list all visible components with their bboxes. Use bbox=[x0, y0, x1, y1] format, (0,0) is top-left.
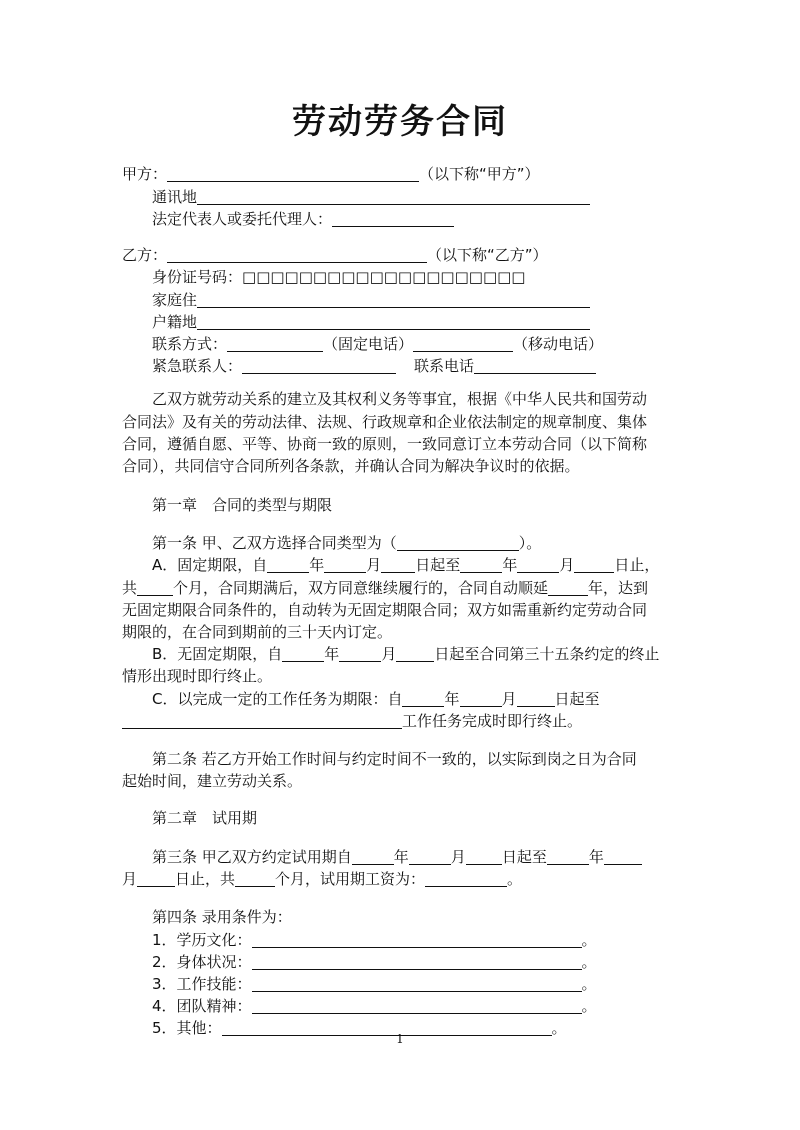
party-b-suffix: （以下称“乙方”） bbox=[427, 246, 548, 264]
month-label: 月 bbox=[366, 556, 382, 574]
option-a-renewal-text: 个月，合同期满后，双方同意继续履行的，合同自动顺延 bbox=[173, 579, 549, 597]
option-a-line-3: 无固定期限合同条件的，自动转为无固定期限合同；双方如需重新约定劳动合同 bbox=[122, 601, 648, 619]
option-b-line-2: 情形出现时即行终止。 bbox=[122, 667, 273, 685]
a-start-day-blank[interactable] bbox=[381, 556, 415, 573]
article-4-title: 第四条 录用条件为： bbox=[152, 908, 292, 926]
a-end-day-blank[interactable] bbox=[574, 556, 614, 573]
year-label: 年 bbox=[309, 556, 325, 574]
condition-education-line bbox=[152, 929, 597, 951]
party-b-hukou-blank[interactable] bbox=[197, 313, 590, 330]
condition-skills-blank[interactable] bbox=[252, 975, 582, 992]
a-months-blank[interactable] bbox=[137, 579, 173, 596]
emergency-contact-blank[interactable] bbox=[242, 357, 396, 374]
page-number: 1 bbox=[396, 1032, 404, 1046]
probation-start-day-blank[interactable] bbox=[466, 848, 502, 865]
article-1-line bbox=[152, 532, 541, 554]
year-label: 年 bbox=[324, 645, 340, 663]
emergency-phone-label: 联系电话 bbox=[414, 357, 475, 375]
condition-education-blank[interactable] bbox=[252, 931, 582, 948]
option-c-line-2 bbox=[122, 710, 582, 732]
probation-end-year-blank[interactable] bbox=[547, 848, 589, 865]
period-mark: 。 bbox=[581, 997, 597, 1015]
condition-health-blank[interactable] bbox=[252, 953, 582, 970]
chapter-2-heading: 第二章 试用期 bbox=[152, 809, 258, 827]
option-c-prefix: C．以完成一定的工作任务为期限：自 bbox=[152, 690, 403, 708]
party-b-contact-line bbox=[152, 333, 603, 355]
party-a-label: 甲方： bbox=[122, 165, 168, 183]
probation-wage-blank[interactable] bbox=[425, 870, 507, 887]
chapter-1-heading: 第一章 合同的类型与期限 bbox=[152, 496, 333, 514]
year-label: 年 bbox=[393, 848, 409, 866]
condition-teamwork-blank[interactable] bbox=[252, 997, 582, 1014]
a-start-year-blank[interactable] bbox=[267, 556, 309, 573]
c-start-year-blank[interactable] bbox=[402, 690, 444, 707]
party-b-label: 乙方： bbox=[122, 246, 168, 264]
day-from-label: 日起至 bbox=[415, 556, 461, 574]
article-3-prefix: 第三条 甲乙双方约定试用期自 bbox=[152, 848, 352, 866]
month-label: 月 bbox=[501, 690, 517, 708]
party-a-name-blank[interactable] bbox=[167, 165, 419, 182]
probation-start-month-blank[interactable] bbox=[409, 848, 451, 865]
a-end-year-blank[interactable] bbox=[460, 556, 502, 573]
year-label: 年 bbox=[444, 690, 460, 708]
condition-other-label: 5．其他： bbox=[152, 1019, 222, 1037]
c-task-blank[interactable] bbox=[122, 712, 402, 729]
intro-line-4: 合同），共同信守合同所列各条款，并确认合同为解决争议时的依据。 bbox=[122, 457, 580, 475]
b-start-year-blank[interactable] bbox=[282, 645, 324, 662]
party-a-address-blank[interactable] bbox=[197, 188, 590, 205]
intro-line-3: 合同，遵循自愿、平等、协商一致的原则，一致同意订立本劳动合同（以下简称 bbox=[122, 435, 648, 453]
a-end-month-blank[interactable] bbox=[517, 556, 559, 573]
month-label: 月 bbox=[450, 848, 466, 866]
a-start-month-blank[interactable] bbox=[324, 556, 366, 573]
option-a-renewal-end: 年，达到 bbox=[588, 579, 649, 597]
article-2-line-1: 第二条 若乙方开始工作时间与约定时间不一致的，以实际到岗之日为合同 bbox=[152, 750, 637, 768]
contract-type-blank[interactable] bbox=[397, 534, 519, 551]
party-b-home-line bbox=[152, 289, 590, 311]
option-b-line-1 bbox=[152, 643, 659, 665]
option-a-prefix: A．固定期限，自 bbox=[152, 556, 268, 574]
option-a-line-1 bbox=[152, 554, 659, 576]
period-mark: 。 bbox=[507, 870, 523, 888]
day-to-label: 日止， bbox=[614, 556, 660, 574]
party-b-contact-label: 联系方式： bbox=[152, 335, 228, 353]
party-b-name-blank[interactable] bbox=[167, 246, 427, 263]
intro-line-1: 乙双方就劳动关系的建立及其权利义务等事宜，根据《中华人民共和国劳动 bbox=[152, 390, 648, 408]
probation-end-day-blank[interactable] bbox=[137, 870, 175, 887]
condition-teamwork-line bbox=[152, 995, 597, 1017]
party-b-home-label: 家庭住 bbox=[152, 291, 198, 309]
party-a-address-line bbox=[152, 186, 590, 208]
party-a-line bbox=[122, 163, 540, 185]
month-label: 月 bbox=[122, 870, 138, 888]
month-label: 月 bbox=[381, 645, 397, 663]
b-start-month-blank[interactable] bbox=[339, 645, 381, 662]
probation-start-year-blank[interactable] bbox=[352, 848, 394, 865]
party-b-hukou-label: 户籍地 bbox=[152, 313, 198, 331]
day-from-label: 日起至 bbox=[501, 848, 547, 866]
option-a-line-2 bbox=[122, 577, 648, 599]
fixed-phone-blank[interactable] bbox=[227, 335, 323, 352]
party-b-hukou-line bbox=[152, 311, 590, 333]
intro-line-2: 合同法》及有关的劳动法律、法规、行政规章和企业依法制定的规章制度、集体 bbox=[122, 413, 648, 431]
probation-end-month-blank[interactable] bbox=[604, 848, 642, 865]
article-2-line-2: 起始时间，建立劳动关系。 bbox=[122, 772, 303, 790]
article-3-line-1 bbox=[152, 846, 642, 868]
fixed-phone-label: （固定电话） bbox=[323, 335, 414, 353]
party-b-home-blank[interactable] bbox=[197, 291, 590, 308]
party-a-rep-label: 法定代表人或委托代理人： bbox=[152, 210, 333, 228]
mobile-phone-blank[interactable] bbox=[413, 335, 513, 352]
period-mark: 。 bbox=[581, 931, 597, 949]
a-renewal-years-blank[interactable] bbox=[548, 579, 588, 596]
option-b-prefix: B．无固定期限，自 bbox=[152, 645, 283, 663]
b-start-day-blank[interactable] bbox=[396, 645, 434, 662]
mobile-phone-label: （移动电话） bbox=[513, 335, 604, 353]
condition-health-line bbox=[152, 951, 597, 973]
condition-teamwork-label: 4．团队精神： bbox=[152, 997, 252, 1015]
probation-wage-label: 个月，试用期工资为： bbox=[275, 870, 426, 888]
party-b-id-line bbox=[152, 266, 525, 288]
option-a-line-4: 期限的，在合同到期前的三十天内订定。 bbox=[122, 623, 393, 641]
party-a-suffix: （以下称“甲方”） bbox=[419, 165, 540, 183]
period-mark: 。 bbox=[581, 953, 597, 971]
c-start-day-blank[interactable] bbox=[517, 690, 555, 707]
year-label: 年 bbox=[588, 848, 604, 866]
condition-skills-label: 3．工作技能： bbox=[152, 975, 252, 993]
party-a-rep-blank[interactable] bbox=[332, 210, 454, 227]
article-1-end: ）。 bbox=[518, 534, 542, 552]
article-1-text: 第一条 甲、乙双方选择合同类型为（ bbox=[152, 534, 397, 552]
option-c-end-text: 工作任务完成时即行终止。 bbox=[402, 712, 583, 730]
option-a-total-label: 共 bbox=[122, 579, 138, 597]
emergency-phone-blank[interactable] bbox=[474, 357, 596, 374]
party-b-line bbox=[122, 244, 548, 266]
period-mark: 。 bbox=[551, 1019, 567, 1037]
period-mark: 。 bbox=[581, 975, 597, 993]
year-label: 年 bbox=[502, 556, 518, 574]
party-b-id-boxes[interactable]: □□□□□□□□□□□□□□□□□□□□ bbox=[242, 268, 526, 286]
option-b-suffix: 日起至合同第三十五条约定的终止 bbox=[434, 645, 660, 663]
option-c-suffix: 日起至 bbox=[554, 690, 600, 708]
party-b-id-label: 身份证号码： bbox=[152, 268, 243, 286]
party-a-rep-line bbox=[152, 208, 454, 230]
article-3-line-2 bbox=[122, 868, 522, 890]
emergency-contact-line bbox=[152, 355, 596, 377]
month-label: 月 bbox=[559, 556, 575, 574]
condition-skills-line bbox=[152, 973, 597, 995]
condition-education-label: 1．学历文化： bbox=[152, 931, 252, 949]
party-a-address-label: 通讯地 bbox=[152, 188, 198, 206]
document-title: 劳动劳务合同 bbox=[292, 102, 508, 142]
condition-health-label: 2．身体状况： bbox=[152, 953, 252, 971]
probation-months-blank[interactable] bbox=[235, 870, 275, 887]
c-start-month-blank[interactable] bbox=[460, 690, 502, 707]
emergency-contact-label: 紧急联系人： bbox=[152, 357, 243, 375]
probation-total-label: 日止，共 bbox=[175, 870, 236, 888]
option-c-line-1 bbox=[152, 688, 600, 710]
